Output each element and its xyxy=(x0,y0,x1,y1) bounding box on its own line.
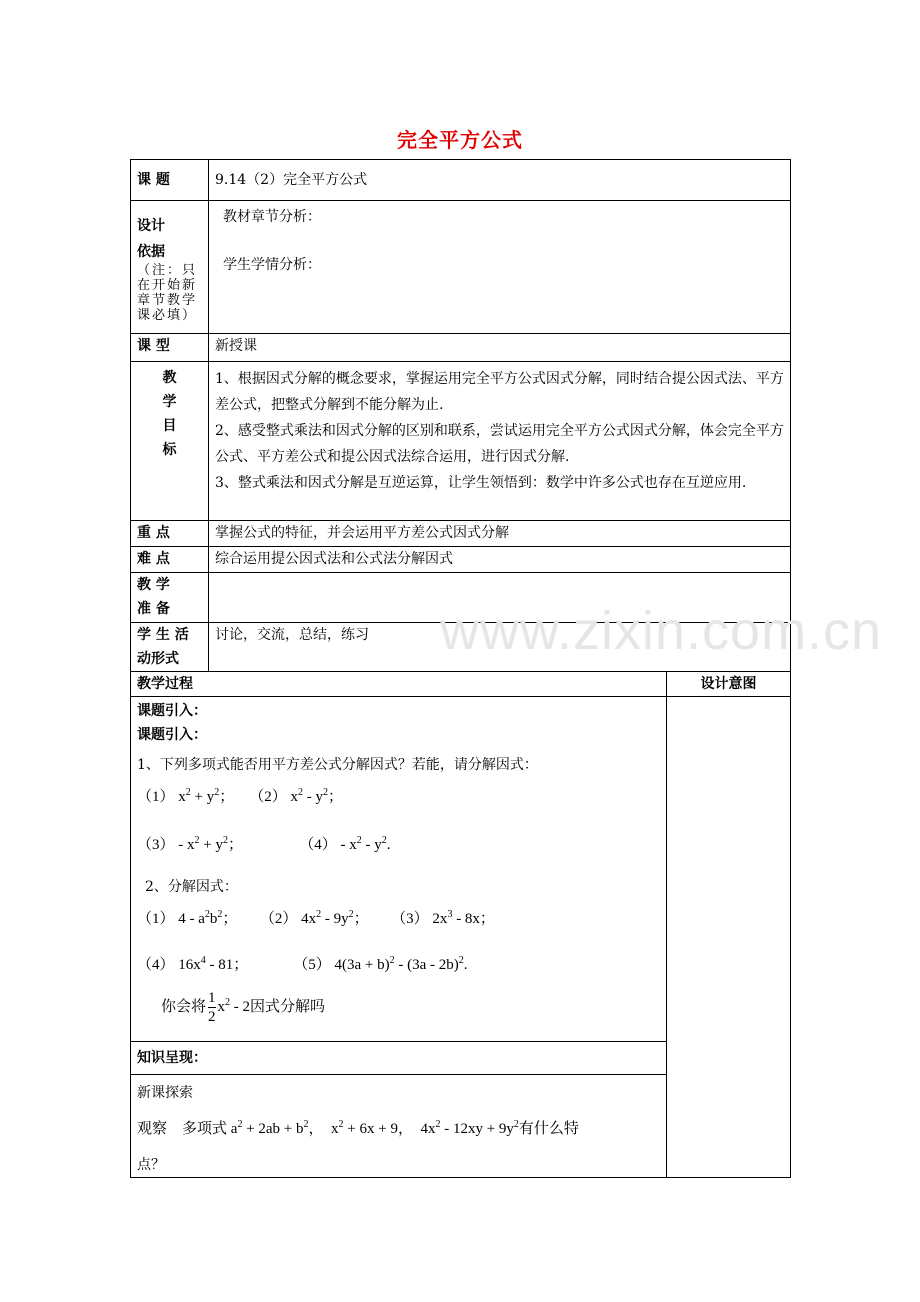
key-value: 掌握公式的特征，并会运用平方差公式因式分解 xyxy=(209,521,791,547)
activity-value: 讨论，交流，总结，练习 xyxy=(209,623,791,672)
type-label: 课 型 xyxy=(131,334,209,362)
prep-label: 教 学 准 备 xyxy=(131,573,209,623)
watermark: www.zixin.com.cn xyxy=(440,601,883,661)
goal-item: 2、感受整式乘法和因式分解的区别和联系，尝试运用完全平方公式因式分解，体会完全平方公式、平方差公式和提公因式法综合运用，进行因式分解. xyxy=(215,423,784,465)
goals-content xyxy=(209,362,791,521)
basis-label: 设计 依据 （注：只在开始新章节教学课必填） xyxy=(131,201,209,334)
goal-item: 1、根据因式分解的概念要求，掌握运用完全平方公式因式分解，同时结合提公因式法、平方差公式，把整式分解到不能分解为止. xyxy=(215,371,784,413)
basis-note: （注：只在开始新章节教学课必填） xyxy=(137,263,198,323)
knowledge-header: 知识呈现： xyxy=(131,1042,667,1075)
document-title: 完全平方公式 xyxy=(397,128,523,152)
question-3: 你会将 $\frac{1}{2}$ $x^2 - 2$因式分解吗 xyxy=(161,990,326,1025)
activity-label: 学 生 活 动形式 xyxy=(131,623,209,672)
q2-row-a: （1） $4 - a^2b^2$； （2） $4x^2 - 9y^2$； （3） $2x^3 - 8x$； xyxy=(137,909,495,927)
topic-label: 课 题 xyxy=(131,160,209,201)
key-label: 重 点 xyxy=(131,521,209,547)
intent-header: 设计意图 xyxy=(667,672,791,697)
difficult-value: 综合运用提公因式法和公式法分解因式 xyxy=(209,547,791,573)
type-value: 新授课 xyxy=(209,334,791,362)
half-fraction: $\frac{1}{2}$ xyxy=(208,990,216,1025)
explore-content: 新课探索 观察 多项式 $a^2 + 2ab + b^2$， $x^2 + 6x + 9$， $4x^2 - 12xy + 9y^2$有什么特 点？ xyxy=(131,1075,667,1178)
q1-row-b: $(3) - x^2 + y^2$； $(4) - x^2 - y^2$. xyxy=(137,835,391,853)
difficult-label: 难 点 xyxy=(131,547,209,573)
q2-row-b: （4） $16x^4 - 81$； （5） $4(3a + b)^2 - (3a - 2b)^2$. xyxy=(137,955,468,973)
intent-column xyxy=(667,697,791,1178)
process-header: 教学过程 xyxy=(131,672,667,697)
question-1: 1、下列多项式能否用平方差公式分解因式？若能，请分解因式： xyxy=(137,757,538,773)
q1-row-a: （1） $x^2 + y^2$； （2） $x^2 - y^2$； xyxy=(137,787,344,805)
goal-item: 3、整式乘法和因式分解是互逆运算，让学生领悟到：数学中许多公式也存在互逆应用. xyxy=(215,475,747,491)
basis-content: 教材章节分析： 学生学情分析： xyxy=(209,201,791,334)
process-content: 课题引入： 课题引入： 1、下列多项式能否用平方差公式分解因式？若能，请分解因式： （1） $x^2 + y^2$； （2） $x^2 - y^2$； $(3) - x^2 + y^2$； $(4) - x^2 - y^2$. 2、分解因式： （1） $4 - a^2b^2$； （2） $4x^2 - 9y^2$； （3） $2x^3 - 8x$； （4） $16x^4 - 81$； （5） $4(3a + b)^2 - (3a - 2b)^2$. 你会将 $\frac{1}{2}$ $x^2 - 2$因式分解吗 xyxy=(131,697,667,1042)
lesson-plan-table xyxy=(130,159,791,1178)
topic-value: 9.14（2）完全平方公式 xyxy=(209,160,791,201)
question-2: 2、分解因式： xyxy=(145,879,238,895)
goals-label: 教 学 目 标 xyxy=(131,362,209,521)
observe-line: 观察 多项式 $a^2 + 2ab + b^2$， $x^2 + 6x + 9$， $4x^2 - 12xy + 9y^2$有什么特 xyxy=(137,1119,579,1137)
